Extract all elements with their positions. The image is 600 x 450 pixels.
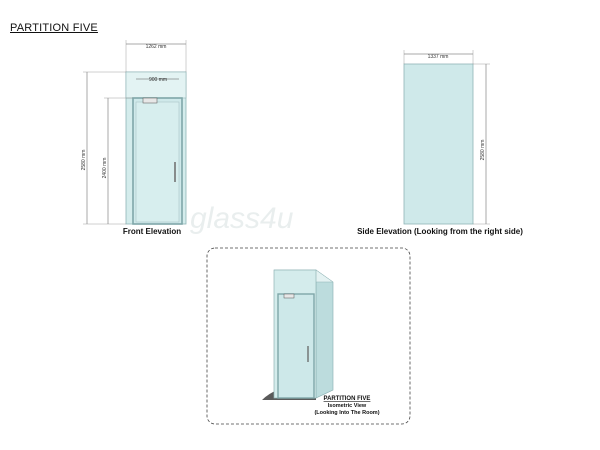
isometric-view — [207, 248, 410, 424]
side-height-label: 2580 mm — [480, 139, 486, 161]
page-title: PARTITION FIVE — [10, 22, 98, 34]
front-width-overall-label: 1262 mm — [145, 44, 167, 50]
iso-caption-line2: (Looking Into The Room) — [314, 410, 380, 416]
front-width-door-label: 900 mm — [148, 77, 168, 83]
side-width-label: 1337 mm — [427, 54, 449, 60]
watermark-logo: glass4u — [190, 202, 294, 235]
side-elevation-caption: Side Elevation (Looking from the right side) — [357, 227, 523, 236]
iso-caption-title: PARTITION FIVE — [323, 396, 371, 402]
iso-door-closer-icon — [284, 294, 294, 298]
front-elevation — [81, 40, 186, 236]
front-transom — [126, 72, 186, 98]
iso-caption-line1: Isometric View — [327, 403, 367, 409]
front-door-leaf — [136, 102, 179, 222]
front-elevation-caption: Front Elevation — [122, 227, 182, 236]
side-glass-panel — [404, 64, 473, 224]
door-closer-icon — [143, 98, 157, 103]
front-height-door-label: 2400 mm — [102, 157, 108, 179]
side-elevation — [357, 50, 523, 236]
iso-side-panel — [316, 270, 333, 398]
front-height-overall-label: 2580 mm — [81, 149, 87, 171]
